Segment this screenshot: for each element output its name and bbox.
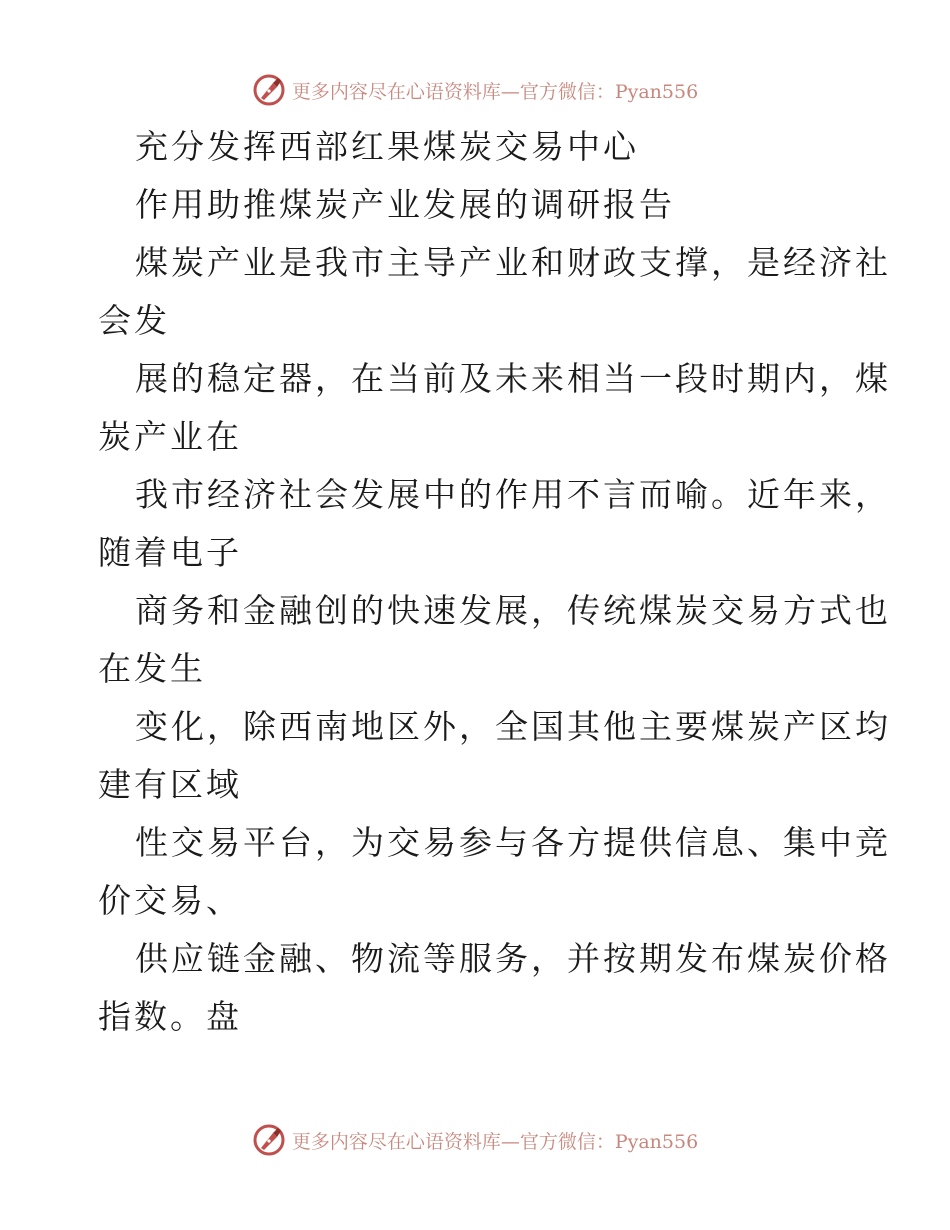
body-line: 性交易平台，为交易参与各方提供信息、集中竞: [135, 823, 891, 862]
body-line: 供应链金融、物流等服务，并按期发布煤炭价格: [135, 939, 891, 978]
body-line: 商务和金融创的快速发展，传统煤炭交易方式也: [135, 591, 891, 630]
body-line: 展的稳定器，在当前及未来相当一段时期内，煤: [135, 359, 891, 398]
header-banner: [0, 70, 950, 110]
header-text: 更多内容尽在心语资料库—官方微信：Pyan556: [291, 80, 699, 103]
body-line: 在发生: [98, 649, 206, 688]
body-line: 煤炭产业是我市主导产业和财政支撑，是经济社: [135, 243, 891, 282]
body-line: 我市经济社会发展中的作用不言而喻。近年来，: [135, 475, 891, 514]
title-line-1: 充分发挥西部红果煤炭交易中心: [135, 127, 639, 166]
pen-logo-icon: [252, 1123, 286, 1157]
body-line: 价交易、: [98, 881, 242, 920]
body-line: 建有区域: [98, 765, 242, 804]
footer-text: 更多内容尽在心语资料库—官方微信：Pyan556: [291, 1130, 699, 1153]
footer-banner: [0, 1120, 950, 1160]
body-line: 变化，除西南地区外，全国其他主要煤炭产区均: [135, 707, 891, 746]
document-body: [98, 118, 891, 1046]
title-line-2: 作用助推煤炭产业发展的调研报告: [135, 185, 675, 224]
body-line: 炭产业在: [98, 417, 242, 456]
pen-logo-icon: [252, 73, 286, 107]
body-line: 会发: [98, 301, 170, 340]
body-line: 指数。盘: [98, 997, 242, 1036]
body-line: 随着电子: [98, 533, 242, 572]
